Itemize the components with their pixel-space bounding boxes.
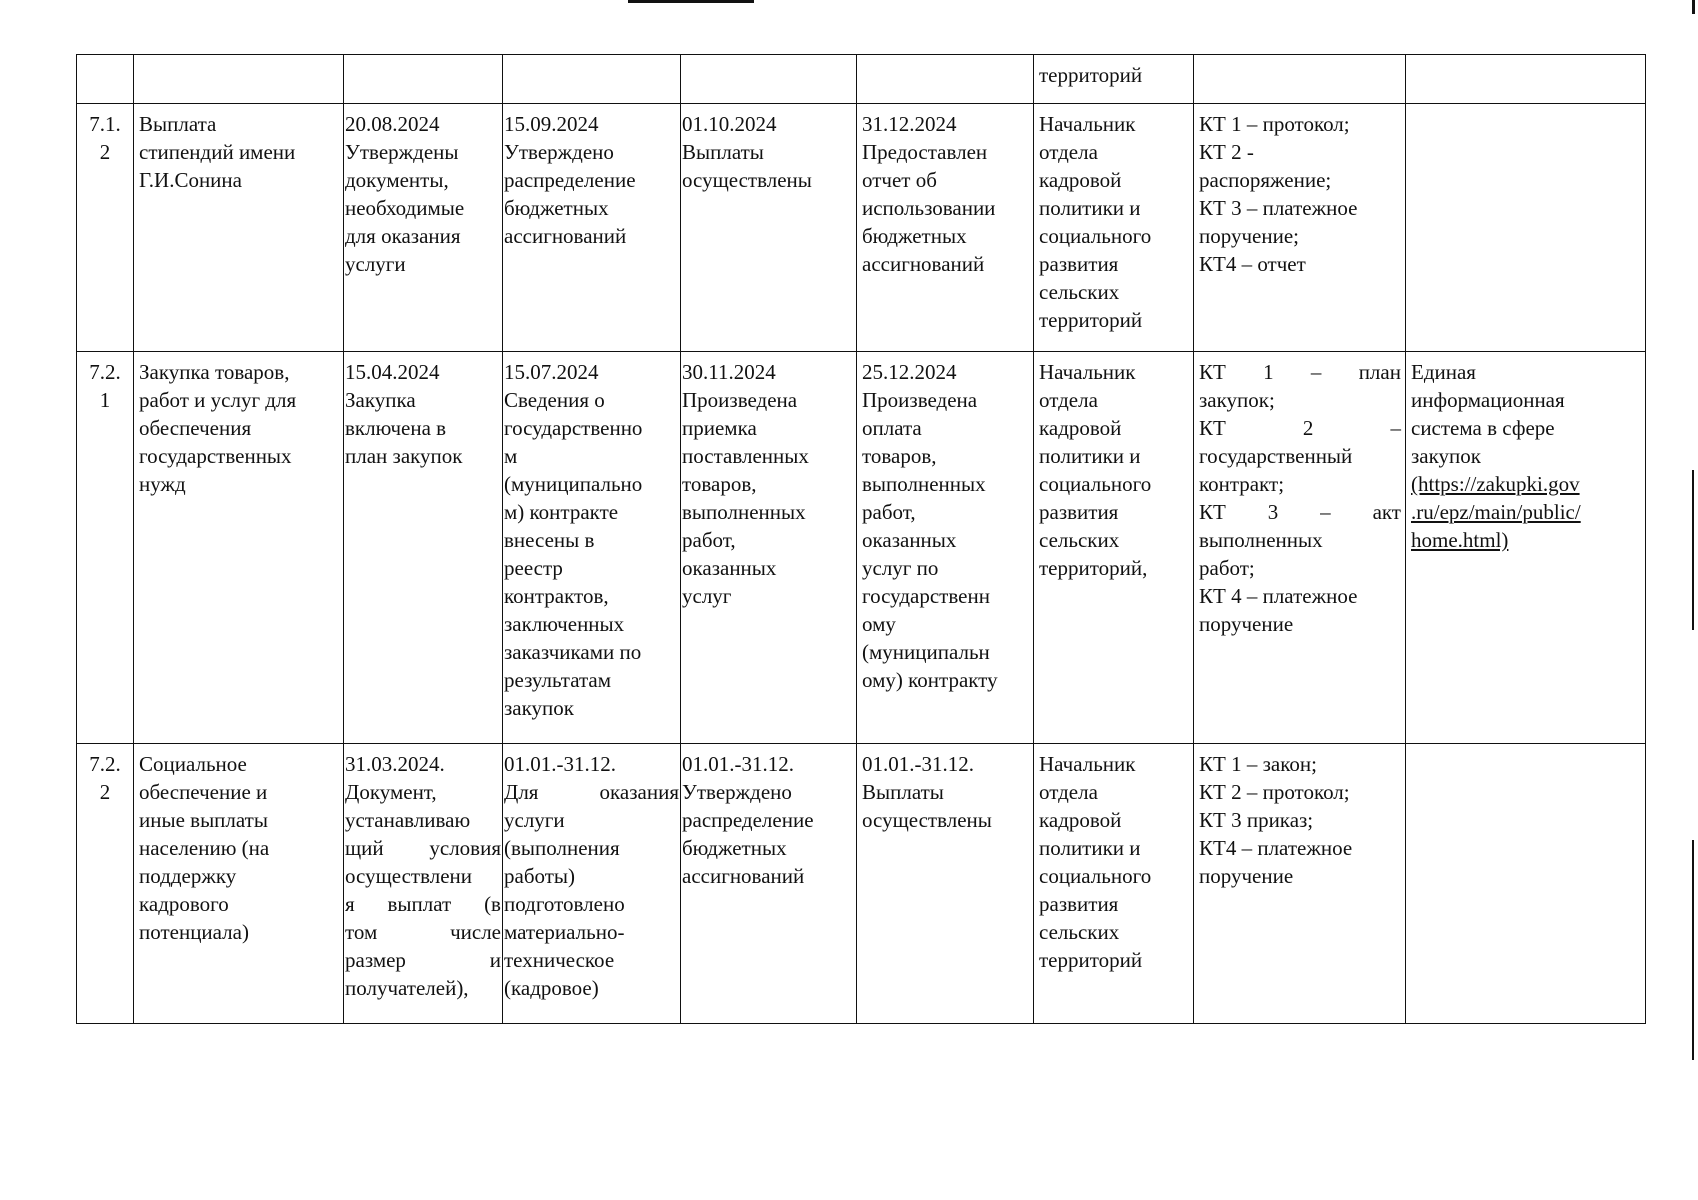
cell-line: государственн (862, 584, 990, 608)
cell-line: результатам (504, 668, 612, 692)
control-point-4-cell (857, 55, 1034, 104)
cell-word: осуществлени (345, 864, 472, 888)
cell-word: – (1310, 360, 1322, 384)
cell-line: закупок (504, 696, 574, 720)
cell-line: план закупок (345, 444, 463, 468)
cell-word: – (1390, 416, 1401, 440)
cell-word: выплат (387, 892, 452, 916)
cell-line: 01.10.2024 (682, 112, 777, 136)
cell-line: бюджетных (862, 224, 967, 248)
cell-line: 7.2. (89, 752, 121, 776)
cell-line: поручение (1199, 864, 1294, 888)
row-number-cell (77, 744, 134, 1024)
cell-line: КТ4 – отчет (1199, 252, 1306, 276)
cell-line: развития (1039, 252, 1119, 276)
cell-line: КТ 2 - (1199, 140, 1254, 164)
cell-line: сельских (1039, 280, 1120, 304)
cell-line (504, 974, 679, 1002)
cell-line: распоряжение; (1199, 168, 1332, 192)
activity-name-cell (134, 55, 344, 104)
control-point-3-cell (681, 744, 857, 1024)
cell-word: акт (1372, 500, 1401, 524)
cell-line: 25.12.2024 (862, 360, 957, 384)
cell-line: социального (1039, 224, 1152, 248)
cell-word: 01.01.-31.12. (504, 752, 616, 776)
cell-line: контрактов, (504, 584, 609, 608)
cell-line: Утверждено (504, 140, 614, 164)
cell-line: Утверждено (682, 780, 792, 804)
cell-line: (муниципально (504, 472, 643, 496)
table-row (77, 744, 1646, 1024)
cell-line: реестр (504, 556, 563, 580)
control-point-3-cell (681, 55, 857, 104)
cell-line (504, 834, 679, 862)
cell-line (1199, 582, 1401, 610)
cell-line: территорий, (1039, 556, 1148, 580)
cell-line (504, 918, 679, 946)
cell-line (1199, 386, 1401, 414)
cell-word: 2 (1302, 416, 1314, 440)
cell-word: контракт; (1199, 472, 1285, 496)
cell-line (504, 862, 679, 890)
cell-line: КТ 2 – протокол; (1199, 780, 1350, 804)
cell-line: КТ4 – платежное (1199, 836, 1353, 860)
control-point-2-cell (503, 55, 681, 104)
cell-line: 15.04.2024 (345, 360, 440, 384)
control-point-1-cell (344, 744, 503, 1024)
cell-line: политики и (1039, 444, 1141, 468)
control-point-3-cell (681, 104, 857, 352)
cell-line: Произведена (862, 388, 978, 412)
cell-line (345, 918, 501, 946)
cell-line: отдела (1039, 780, 1098, 804)
cell-line: кадровой (1039, 416, 1122, 440)
cell-line: работ, (862, 500, 916, 524)
cell-line (345, 834, 501, 862)
cell-line: 2 (99, 780, 111, 804)
cell-word: 3 (1267, 500, 1279, 524)
cell-line: оказанных (682, 556, 777, 580)
cell-word: выполненных (1199, 528, 1323, 552)
cell-line: услуги (345, 252, 406, 276)
information-system-cell (1406, 744, 1646, 1024)
cell-word: КТ (1199, 360, 1226, 384)
cell-line: поддержку (139, 864, 237, 888)
cell-line: информационная (1411, 388, 1565, 412)
cell-line (345, 862, 501, 890)
control-point-4-cell (857, 104, 1034, 352)
cell-line: 2 (99, 140, 111, 164)
cell-line: территорий (1039, 63, 1143, 87)
cell-line (1199, 498, 1401, 526)
cell-word: условия (429, 836, 501, 860)
cell-line: 7.1. (89, 112, 121, 136)
cell-line (1199, 414, 1401, 442)
row-number-cell (77, 55, 134, 104)
cell-word: КТ 4 – платежное (1199, 584, 1358, 608)
cell-line: государственно (504, 416, 643, 440)
cell-line: нужд (139, 472, 186, 496)
cell-line: Выплаты (682, 140, 764, 164)
activity-name-cell (134, 352, 344, 744)
cell-word: техническое (504, 948, 615, 972)
cell-line: КТ 1 – протокол; (1199, 112, 1350, 136)
confirming-documents-cell (1194, 744, 1406, 1024)
cell-line: Начальник (1039, 360, 1136, 384)
cell-word: оказания (599, 780, 679, 804)
cell-word: Документ, (345, 780, 437, 804)
information-system-cell (1406, 55, 1646, 104)
cell-line: поставленных (682, 444, 809, 468)
cell-line: КТ 1 – закон; (1199, 752, 1317, 776)
cell-line: оказанных (862, 528, 957, 552)
cell-line: иные выплаты (139, 808, 268, 832)
cell-word: – (1320, 500, 1331, 524)
cell-line: документы, (345, 168, 449, 192)
cell-line (504, 946, 679, 974)
cell-line: социального (1039, 472, 1152, 496)
cell-line (1199, 442, 1401, 470)
cell-line (1199, 526, 1401, 554)
cell-line: обеспечение и (139, 780, 268, 804)
cell-line: сельских (1039, 920, 1120, 944)
cell-line: КТ 3 – платежное (1199, 196, 1358, 220)
cell-line: 1 (99, 388, 111, 412)
cell-line: развития (1039, 892, 1119, 916)
cell-line: Предоставлен (862, 140, 988, 164)
confirming-documents-cell (1194, 104, 1406, 352)
cell-line: Г.И.Сонина (139, 168, 242, 192)
cell-line: выполненных (862, 472, 986, 496)
control-point-1-cell (344, 352, 503, 744)
cell-line: Выплата (139, 112, 217, 136)
cell-line: работ и услуг для (139, 388, 297, 412)
information-system-cell (1406, 104, 1646, 352)
cell-line (504, 778, 679, 806)
row-number-cell (77, 352, 134, 744)
cell-line: 01.01.-31.12. (862, 752, 974, 776)
cell-line: м (504, 444, 518, 468)
control-point-4-cell (857, 352, 1034, 744)
cell-word: том (345, 920, 378, 944)
table-row (77, 104, 1646, 352)
cell-word: подготовлено (504, 892, 625, 916)
control-point-2-cell (503, 744, 681, 1024)
cell-line: территорий (1039, 948, 1143, 972)
confirming-documents-cell (1194, 55, 1406, 104)
cell-line: бюджетных (504, 196, 609, 220)
cell-line: развития (1039, 500, 1119, 524)
table-row (77, 55, 1646, 104)
cell-word: (выполнения (504, 836, 620, 860)
cell-line: осуществлены (682, 168, 812, 192)
cell-line: выполненных (682, 500, 806, 524)
control-point-4-cell (857, 744, 1034, 1024)
cell-line: 31.12.2024 (862, 112, 957, 136)
cell-line: Закупка (345, 388, 416, 412)
cell-line: товаров, (682, 472, 757, 496)
cell-word: получателей), (345, 976, 469, 1000)
cell-line: услуг по (862, 556, 939, 580)
cell-line: отдела (1039, 388, 1098, 412)
cell-line: услуг (682, 584, 732, 608)
cell-line: Единая (1411, 360, 1476, 384)
responsible-person-cell (1034, 744, 1194, 1024)
cell-line: заказчиками по (504, 640, 642, 664)
control-point-2-cell (503, 104, 681, 352)
cell-line: оплата (862, 416, 922, 440)
cell-word: и (489, 948, 501, 972)
confirming-documents-cell (1194, 352, 1406, 744)
table-row (77, 352, 1646, 744)
control-point-3-cell (681, 352, 857, 744)
cell-line: поручение; (1199, 224, 1299, 248)
cell-word: числе (450, 920, 501, 944)
cell-line (504, 750, 679, 778)
cell-word: 31.03.2024. (345, 752, 445, 776)
cell-line: 7.2. (89, 360, 121, 384)
cell-line: закупок (1411, 444, 1481, 468)
cell-word: услуги (504, 808, 565, 832)
cell-line: система в сфере (1411, 416, 1555, 440)
cell-line: 15.07.2024 (504, 360, 599, 384)
cell-line: ому) контракту (862, 668, 998, 692)
cell-line: осуществлены (862, 808, 992, 832)
cell-word: устанавливаю (345, 808, 471, 832)
cell-line: 30.11.2024 (682, 360, 776, 384)
cell-line: Начальник (1039, 752, 1136, 776)
row-number-cell (77, 104, 134, 352)
cell-line: стипендий имени (139, 140, 296, 164)
cell-line: внесены в (504, 528, 595, 552)
cell-line: ассигнований (862, 252, 985, 276)
cell-line: бюджетных (682, 836, 787, 860)
cell-line: политики и (1039, 836, 1141, 860)
cell-line (345, 778, 501, 806)
cell-word: план (1358, 360, 1401, 384)
cell-line (1199, 554, 1401, 582)
cell-line: социального (1039, 864, 1152, 888)
cell-line (1199, 610, 1401, 638)
cell-word: работы) (504, 864, 576, 888)
cell-line: Сведения о (504, 388, 605, 412)
link-line[interactable]: home.html) (1411, 528, 1509, 552)
cell-word: КТ (1199, 416, 1226, 440)
cell-word: государственный (1199, 444, 1353, 468)
cell-line: государственных (139, 444, 292, 468)
cell-line: заключенных (504, 612, 625, 636)
cell-line: населению (на (139, 836, 270, 860)
cell-line (1199, 470, 1401, 498)
cell-word: материально- (504, 920, 625, 944)
cell-word: (кадровое) (504, 976, 599, 1000)
cell-word: КТ (1199, 500, 1226, 524)
cell-word: (в (484, 892, 501, 916)
cell-line: Начальник (1039, 112, 1136, 136)
cell-line: отдела (1039, 140, 1098, 164)
cell-line: 01.01.-31.12. (682, 752, 794, 776)
cell-line: Произведена (682, 388, 798, 412)
cell-line: обеспечения (139, 416, 252, 440)
information-system-cell (1406, 352, 1646, 744)
cell-line: товаров, (862, 444, 937, 468)
cell-line: ассигнований (504, 224, 627, 248)
link-line[interactable]: .ru/epz/main/public/ (1411, 500, 1581, 524)
cell-line: кадрового (139, 892, 229, 916)
cell-line: Утверждены (345, 140, 459, 164)
cell-line: сельских (1039, 528, 1120, 552)
cell-word: щий (345, 836, 384, 860)
responsible-person-cell (1034, 352, 1194, 744)
cell-word: поручение (1199, 612, 1294, 636)
cell-line: необходимые (345, 196, 465, 220)
responsible-person-cell (1034, 104, 1194, 352)
cell-line (504, 890, 679, 918)
cell-word: 1 (1263, 360, 1274, 384)
cell-line: кадровой (1039, 808, 1122, 832)
cell-line: распределение (682, 808, 814, 832)
cell-line: кадровой (1039, 168, 1122, 192)
cell-line: политики и (1039, 196, 1141, 220)
cell-line: использовании (862, 196, 996, 220)
scan-mark-corner (1692, 0, 1695, 14)
cell-line: потенциала) (139, 920, 249, 944)
cell-word: закупок; (1199, 388, 1275, 412)
cell-line: КТ 3 приказ; (1199, 808, 1314, 832)
control-point-2-cell (503, 352, 681, 744)
cell-line: приемка (682, 416, 757, 440)
control-point-1-cell (344, 104, 503, 352)
cell-line (345, 806, 501, 834)
cell-line (345, 750, 501, 778)
scan-mark-top (628, 0, 754, 3)
cell-word: размер (345, 948, 406, 972)
cell-line: м) контракте (504, 500, 619, 524)
cell-line: для оказания (345, 224, 461, 248)
responsible-person-cell (1034, 55, 1194, 104)
cell-line: 15.09.2024 (504, 112, 599, 136)
cell-line (345, 890, 501, 918)
cell-word: Для (504, 780, 539, 804)
cell-line: (муниципальн (862, 640, 990, 664)
control-point-1-cell (344, 55, 503, 104)
cell-line: отчет об (862, 168, 937, 192)
cell-line: включена в (345, 416, 447, 440)
cell-line (504, 806, 679, 834)
cell-line: территорий (1039, 308, 1143, 332)
cell-word: работ; (1199, 556, 1255, 580)
link-line[interactable]: (https://zakupki.gov (1411, 472, 1580, 496)
cell-line: ассигнований (682, 864, 805, 888)
cell-word: я (345, 892, 355, 916)
activities-table (76, 54, 1646, 1024)
scan-mark-edge (1692, 470, 1694, 630)
scan-mark-edge-lower (1692, 840, 1694, 1060)
zakupki-link[interactable] (1411, 470, 1641, 554)
cell-line (345, 946, 501, 974)
activity-name-cell (134, 744, 344, 1024)
cell-line: Выплаты (862, 780, 944, 804)
cell-line: распределение (504, 168, 636, 192)
cell-line: 20.08.2024 (345, 112, 440, 136)
cell-line: Социальное (139, 752, 247, 776)
cell-line (345, 974, 501, 1002)
cell-line (1199, 358, 1401, 386)
cell-line: Закупка товаров, (139, 360, 290, 384)
cell-line: ому (862, 612, 896, 636)
cell-line: работ, (682, 528, 736, 552)
activity-name-cell (134, 104, 344, 352)
